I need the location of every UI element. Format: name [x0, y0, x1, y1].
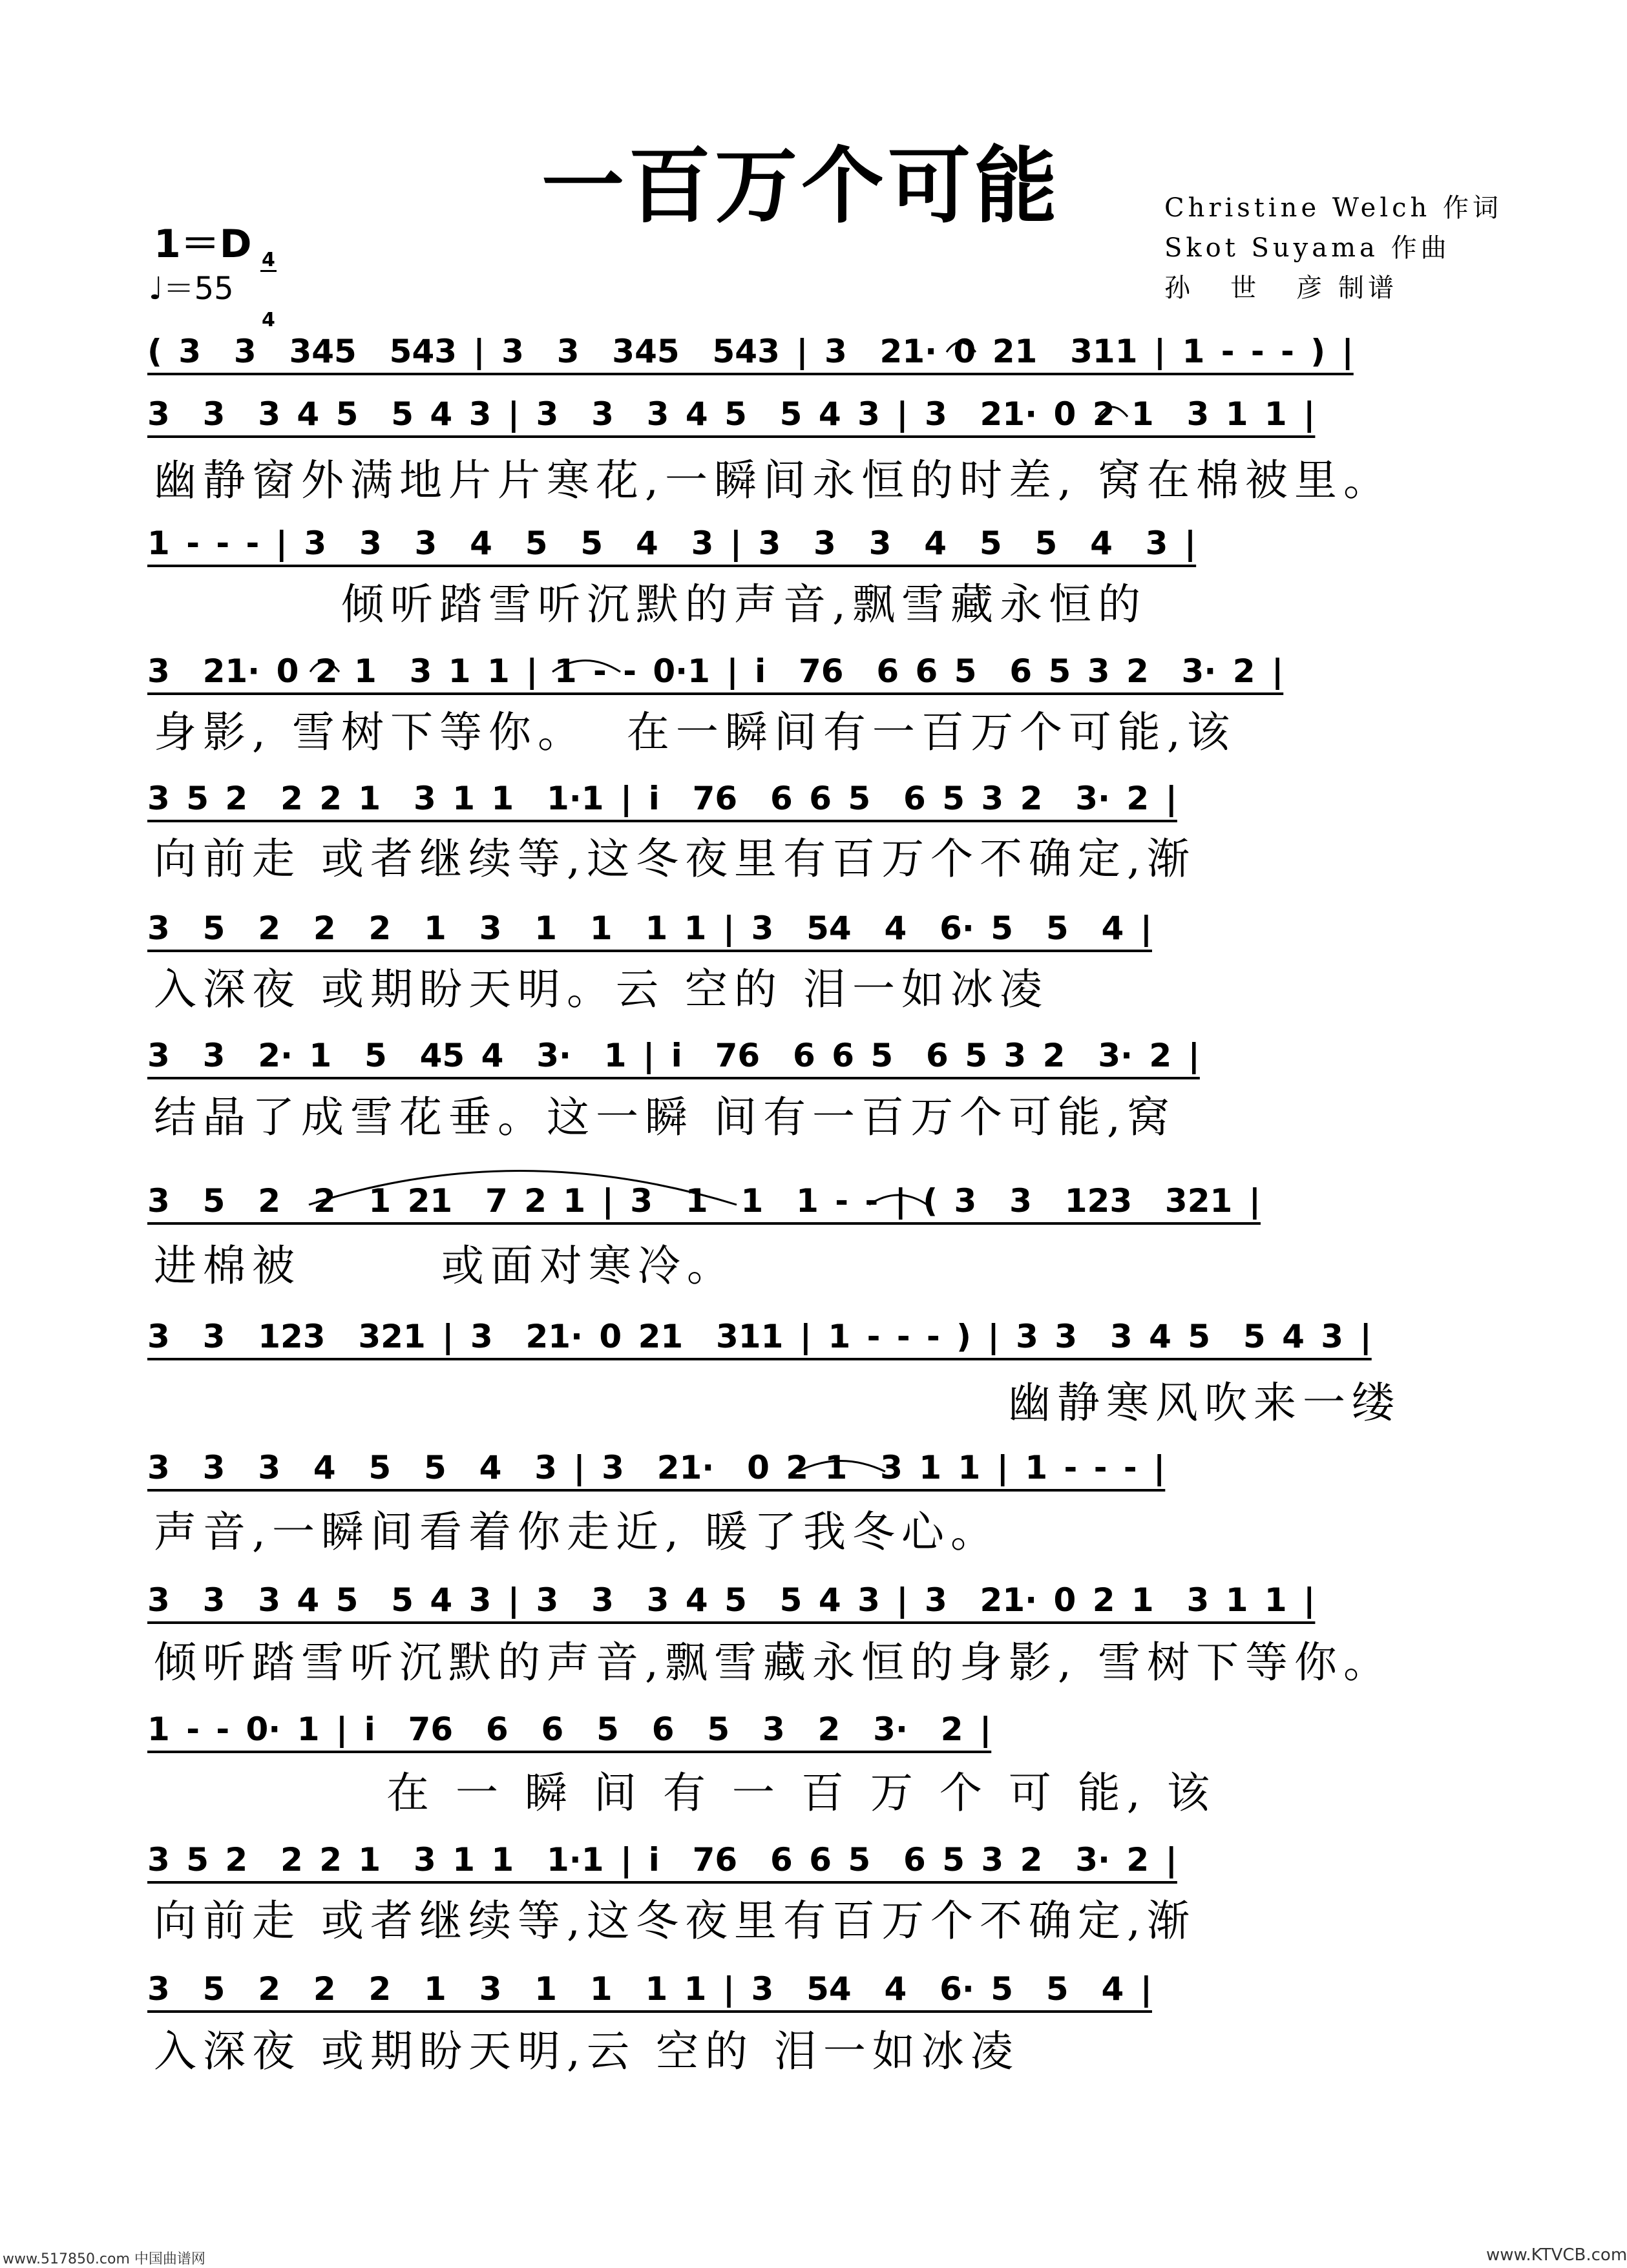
notation-line-8: 3 5 2 2 1 21 7 2 1 | 3 1 1 1 - - | ( 3 3 123 321 | [147, 1182, 1261, 1220]
notation-line-11: 3 3 3 4 5 5 4 3 | 3 3 3 4 5 5 4 3 | 3 21· 0 2 1 3 1 1 | [147, 1581, 1316, 1619]
lyric-line-6: 入深夜 或期盼天明。云 空的 泪一如冰凌 [154, 964, 1049, 1014]
notation-line-5: 3 5 2 2 2 1 3 1 1 1·1 | i 76 6 6 5 6 5 3 2 3· 2 | [147, 780, 1177, 817]
lyric-line-5: 向前走 或者继续等,这冬夜里有百万个不确定,渐 [154, 834, 1196, 884]
lyricist-credit: Christine Welch 作词 [1164, 193, 1503, 223]
notation-line-9: 3 3 123 321 | 3 21· 0 21 311 | 1 - - - ) | 3 3 3 4 5 5 4 3 | [147, 1318, 1372, 1355]
notation-line-14: 3 5 2 2 2 1 3 1 1 1 1 | 3 54 4 6· 5 5 4 | [147, 1970, 1152, 2008]
notation-line-12: 1 - - 0· 1 | i 76 6 6 5 6 5 3 2 3· 2 | [147, 1711, 992, 1748]
lyric-line-4: 身影, 雪树下等你。 在一瞬间有一百万个可能,该 [154, 707, 1236, 757]
time-sig-bottom: 4 [262, 309, 275, 331]
song-title: 一百万个可能 [541, 138, 1061, 234]
lyric-line-13: 向前走 或者继续等,这冬夜里有百万个不确定,渐 [154, 1896, 1196, 1946]
tempo-marking: ♩＝55 [149, 271, 234, 307]
composer-credit: Skot Suyama 作曲 [1164, 233, 1451, 263]
notation-line-4: 3 21· 0 2 1 3 1 1 | 1 - - 0·1 | i 76 6 6 5 6 5 3 2 3· 2 | [147, 652, 1284, 690]
footer-left: www.517850.com 中国曲谱网 [3, 2251, 205, 2267]
notation-line-6: 3 5 2 2 2 1 3 1 1 1 1 | 3 54 4 6· 5 5 4 | [147, 910, 1152, 947]
notation-line-10: 3 3 3 4 5 5 4 3 | 3 21· 0 2 1 3 1 1 | 1 - - - | [147, 1449, 1166, 1486]
notation-line-13: 3 5 2 2 2 1 3 1 1 1·1 | i 76 6 6 5 6 5 3 2 3· 2 | [147, 1841, 1177, 1878]
lyric-line-3: 倾听踏雪听沉默的声音,飘雪藏永恒的 [341, 579, 1147, 629]
time-signature [260, 212, 277, 349]
lyric-line-12: 在 一 瞬 间 有 一 百 万 个 可 能, 该 [386, 1768, 1216, 1818]
notation-line-2: 3 3 3 4 5 5 4 3 | 3 3 3 4 5 5 4 3 | 3 21· 0 2 1 3 1 1 | [147, 395, 1316, 433]
time-sig-top: 4 [262, 249, 275, 271]
notation-line-1: ( 3 3 345 543 | 3 3 345 543 | 3 21· 0 21 311 | 1 - - - ) | [147, 333, 1354, 370]
footer-right: www.KTVCB.com [1486, 2245, 1627, 2265]
notation-line-3: 1 - - - | 3 3 3 4 5 5 4 3 | 3 3 3 4 5 5 4 3 | [147, 525, 1197, 562]
lyric-line-11: 倾听踏雪听沉默的声音,飘雪藏永恒的身影, 雪树下等你。 [154, 1638, 1392, 1687]
lyric-line-7: 结晶了成雪花垂。这一瞬 间有一百万个可能,窝 [154, 1092, 1176, 1142]
lyric-line-8: 进棉被 或面对寒冷。 [154, 1241, 736, 1291]
lyric-line-9: 幽静寒风吹来一缕 [1008, 1378, 1401, 1428]
notation-line-7: 3 3 2· 1 5 45 4 3· 1 | i 76 6 6 5 6 5 3 2 3· 2 | [147, 1037, 1200, 1074]
key-signature: 1＝D [154, 222, 252, 267]
transcriber-credit: 孙 世 彦 制谱 [1164, 273, 1398, 303]
lyric-line-14: 入深夜 或期盼天明,云 空的 泪一如冰凌 [154, 2026, 1020, 2076]
lyric-line-2: 幽静窗外满地片片寒花,一瞬间永恒的时差, 窝在棉被里。 [154, 455, 1392, 505]
lyric-line-10: 声音,一瞬间看着你走近, 暖了我冬心。 [154, 1507, 1000, 1557]
